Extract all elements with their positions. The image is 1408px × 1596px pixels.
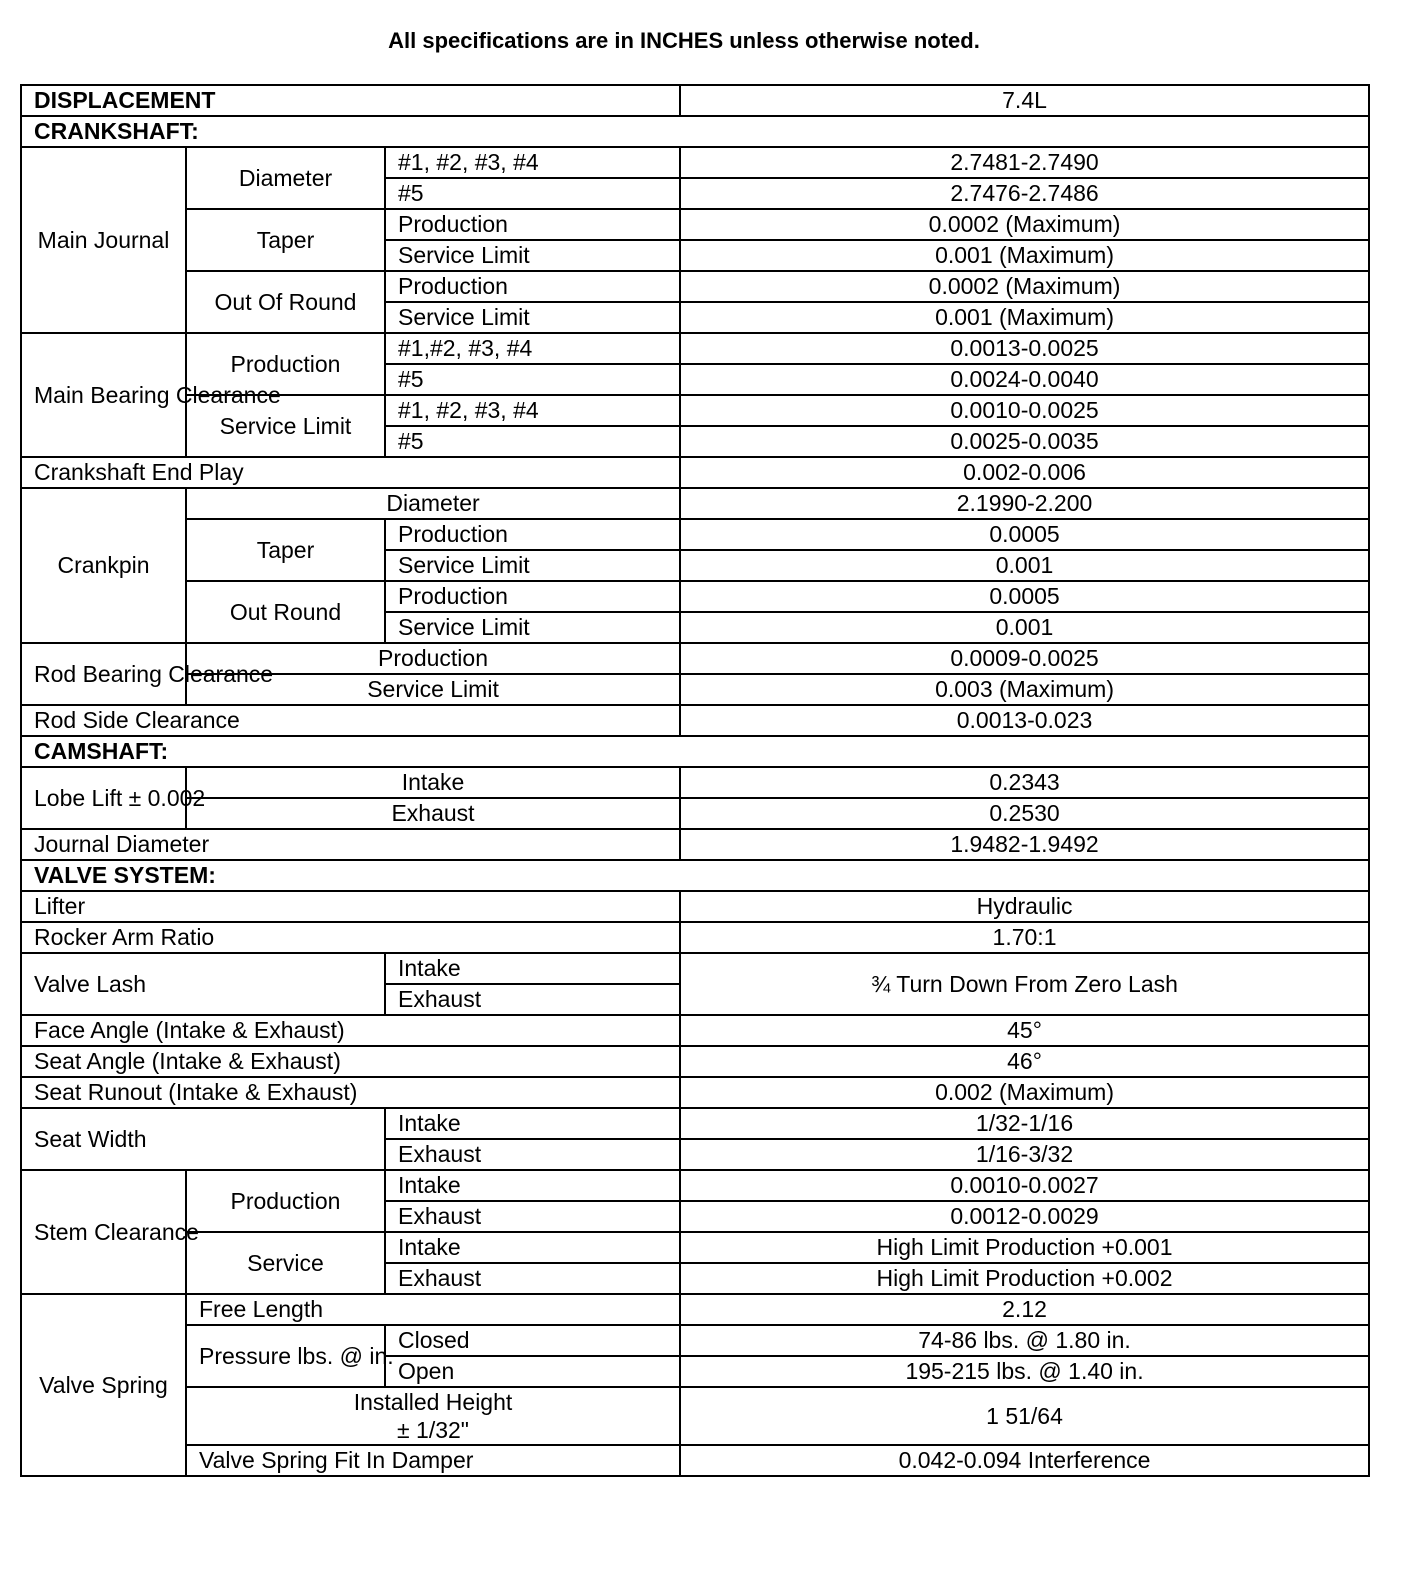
table-row [21, 519, 1369, 550]
sub-label: #1, #2, #3, #4 [385, 147, 680, 178]
valve-lash-label: Valve Lash [21, 953, 385, 1015]
sub-label: Production [186, 643, 680, 674]
displacement-value: 7.4L [680, 85, 1369, 116]
table-row [21, 1015, 1369, 1046]
spec-value: 195-215 lbs. @ 1.40 in. [680, 1356, 1369, 1387]
seat-width-label: Seat Width [21, 1108, 385, 1170]
spec-value: 0.001 [680, 612, 1369, 643]
sub-label: Intake [385, 1232, 680, 1263]
seat-runout-label: Seat Runout (Intake & Exhaust) [21, 1077, 680, 1108]
installed-height-cell [186, 1387, 680, 1445]
crankshaft-header: CRANKSHAFT: [21, 116, 1369, 147]
end-play-label: Crankshaft End Play [21, 457, 680, 488]
spec-value: 0.2343 [680, 767, 1369, 798]
section-header-row [21, 736, 1369, 767]
sub-label: #5 [385, 364, 680, 395]
spec-value: 0.001 (Maximum) [680, 240, 1369, 271]
spec-value: 0.0005 [680, 519, 1369, 550]
spec-value: 0.002-0.006 [680, 457, 1369, 488]
table-row [21, 953, 1369, 984]
main-journal-taper-label: Taper [186, 209, 385, 271]
main-bearing-service-label: Service Limit [186, 395, 385, 457]
stem-production-label: Production [186, 1170, 385, 1232]
spec-value: Hydraulic [680, 891, 1369, 922]
sub-label: Service Limit [186, 674, 680, 705]
spec-value: 0.001 [680, 550, 1369, 581]
table-row [21, 922, 1369, 953]
table-row [21, 1445, 1369, 1476]
sub-label: Intake [385, 1170, 680, 1201]
sub-label: Open [385, 1356, 680, 1387]
table-row [21, 1077, 1369, 1108]
sub-label: #1, #2, #3, #4 [385, 395, 680, 426]
spec-value: 0.2530 [680, 798, 1369, 829]
table-row [21, 1232, 1369, 1263]
table-row [21, 581, 1369, 612]
spec-value: 45° [680, 1015, 1369, 1046]
sub-label: Intake [186, 767, 680, 798]
journal-diameter-label: Journal Diameter [21, 829, 680, 860]
installed-height-label: Installed Height [353, 1389, 513, 1415]
table-row [21, 85, 1369, 116]
crankpin-taper-label: Taper [186, 519, 385, 581]
table-row [21, 457, 1369, 488]
table-row [21, 1170, 1369, 1201]
spec-value: 0.0010-0.0025 [680, 395, 1369, 426]
spec-value: 0.002 (Maximum) [680, 1077, 1369, 1108]
spec-value: 1.70:1 [680, 922, 1369, 953]
crankpin-out-round-label: Out Round [186, 581, 385, 643]
spec-value: 0.0002 (Maximum) [680, 271, 1369, 302]
damper-fit-label: Valve Spring Fit In Damper [186, 1445, 680, 1476]
section-header-row [21, 116, 1369, 147]
displacement-label: DISPLACEMENT [21, 85, 680, 116]
spec-value: 2.1990-2.200 [680, 488, 1369, 519]
spec-value: 1/32-1/16 [680, 1108, 1369, 1139]
spec-value: ¾ Turn Down From Zero Lash [680, 953, 1369, 1015]
table-row [21, 271, 1369, 302]
main-journal-out-of-round-label: Out Of Round [186, 271, 385, 333]
rod-side-label: Rod Side Clearance [21, 705, 680, 736]
spec-value: 0.003 (Maximum) [680, 674, 1369, 705]
table-row [21, 1325, 1369, 1356]
stem-clearance-label: Stem Clearance [21, 1170, 186, 1294]
table-row [21, 1294, 1369, 1325]
table-row [21, 643, 1369, 674]
sub-label: Service Limit [385, 612, 680, 643]
stem-service-label: Service [186, 1232, 385, 1294]
seat-angle-label: Seat Angle (Intake & Exhaust) [21, 1046, 680, 1077]
valve-spring-label: Valve Spring [21, 1294, 186, 1476]
sub-label: Exhaust [385, 1139, 680, 1170]
spec-value: 0.0013-0.0025 [680, 333, 1369, 364]
table-row [21, 829, 1369, 860]
lobe-lift-label: Lobe Lift ± 0.002 [21, 767, 186, 829]
sub-label: Production [385, 519, 680, 550]
spec-value: 0.0005 [680, 581, 1369, 612]
table-row [21, 209, 1369, 240]
spec-value: 0.0012-0.0029 [680, 1201, 1369, 1232]
sub-label: Exhaust [385, 984, 680, 1015]
spec-value: 0.0009-0.0025 [680, 643, 1369, 674]
spec-value: 0.0010-0.0027 [680, 1170, 1369, 1201]
sub-label: #5 [385, 178, 680, 209]
valve-system-header: VALVE SYSTEM: [21, 860, 1369, 891]
main-bearing-label: Main Bearing Clearance [21, 333, 186, 457]
spec-value: 0.0024-0.0040 [680, 364, 1369, 395]
rod-bearing-label: Rod Bearing Clearance [21, 643, 186, 705]
spec-value: 2.7476-2.7486 [680, 178, 1369, 209]
table-row [21, 798, 1369, 829]
sub-label: Service Limit [385, 550, 680, 581]
spring-pressure-label: Pressure lbs. @ in. [186, 1325, 385, 1387]
specification-note: All specifications are in INCHES unless otherwise noted. [388, 28, 980, 53]
sub-label: Production [385, 271, 680, 302]
table-row [21, 891, 1369, 922]
sub-label: Service Limit [385, 302, 680, 333]
spec-value: High Limit Production +0.001 [680, 1232, 1369, 1263]
sub-label: Exhaust [186, 798, 680, 829]
camshaft-header: CAMSHAFT: [21, 736, 1369, 767]
face-angle-label: Face Angle (Intake & Exhaust) [21, 1015, 680, 1046]
crankpin-diameter-label: Diameter [186, 488, 680, 519]
crankpin-label: Crankpin [21, 488, 186, 643]
sub-label: Production [385, 581, 680, 612]
table-row [21, 767, 1369, 798]
table-row [21, 147, 1369, 178]
main-journal-diameter-label: Diameter [186, 147, 385, 209]
spec-value: 1.9482-1.9492 [680, 829, 1369, 860]
spec-value: 0.001 (Maximum) [680, 302, 1369, 333]
main-bearing-production-label: Production [186, 333, 385, 395]
spec-value: 2.7481-2.7490 [680, 147, 1369, 178]
sub-label: #5 [385, 426, 680, 457]
free-length-label: Free Length [186, 1294, 680, 1325]
spec-value: 46° [680, 1046, 1369, 1077]
table-row [21, 488, 1369, 519]
spec-value: 1/16-3/32 [680, 1139, 1369, 1170]
sub-label: Exhaust [385, 1263, 680, 1294]
installed-height-tolerance: ± 1/32" [397, 1417, 469, 1443]
lifter-label: Lifter [21, 891, 680, 922]
table-row [21, 1108, 1369, 1139]
table-row [21, 705, 1369, 736]
table-row [21, 333, 1369, 364]
spec-value: 0.0002 (Maximum) [680, 209, 1369, 240]
sub-label: Intake [385, 953, 680, 984]
engine-spec-table [20, 84, 1370, 1477]
section-header-row [21, 860, 1369, 891]
sub-label: Exhaust [385, 1201, 680, 1232]
sub-label: Service Limit [385, 240, 680, 271]
table-row [21, 1046, 1369, 1077]
sub-label: Closed [385, 1325, 680, 1356]
main-journal-label: Main Journal [21, 147, 186, 333]
sub-label: #1,#2, #3, #4 [385, 333, 680, 364]
sub-label: Intake [385, 1108, 680, 1139]
spec-value: 0.042-0.094 Interference [680, 1445, 1369, 1476]
spec-value: 0.0013-0.023 [680, 705, 1369, 736]
spec-value: 74-86 lbs. @ 1.80 in. [680, 1325, 1369, 1356]
spec-value: 0.0025-0.0035 [680, 426, 1369, 457]
spec-value: High Limit Production +0.002 [680, 1263, 1369, 1294]
spec-value: 2.12 [680, 1294, 1369, 1325]
sub-label: Production [385, 209, 680, 240]
spec-value: 1 51/64 [680, 1387, 1369, 1445]
rocker-ratio-label: Rocker Arm Ratio [21, 922, 680, 953]
